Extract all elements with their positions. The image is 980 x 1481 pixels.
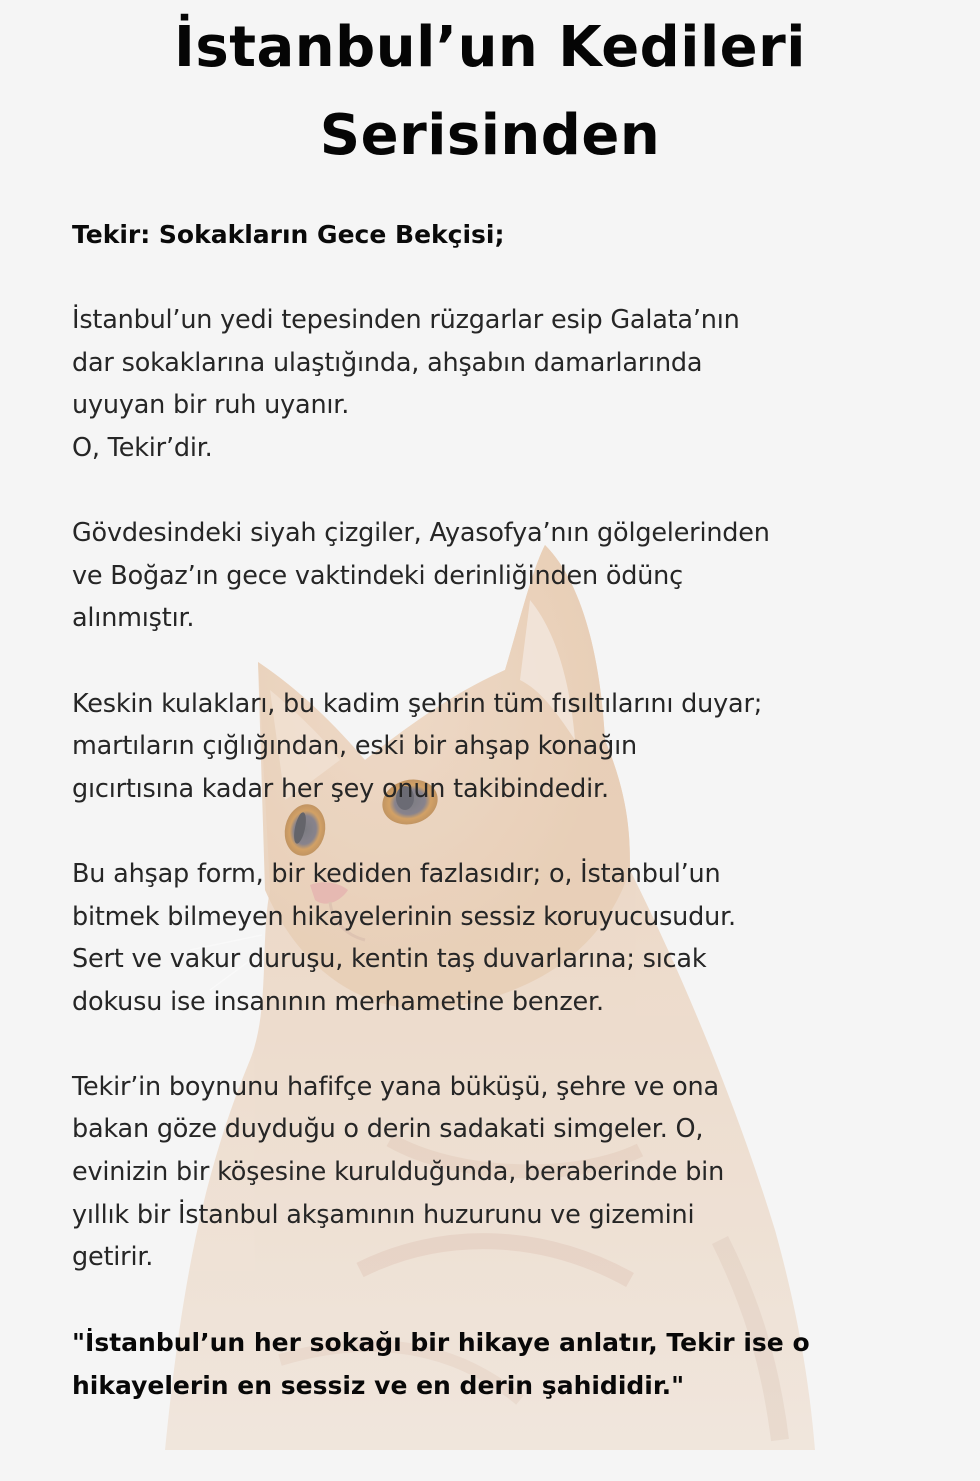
paragraph-3 <box>72 683 932 811</box>
paragraph-line: yıllık bir İstanbul akşamının huzurunu ve gizemini <box>72 1199 695 1230</box>
paragraph-line: martıların çığlığından, eski bir ahşap konağın <box>72 731 637 762</box>
paragraph-line: getirir. <box>72 1242 154 1273</box>
page-title-line-1: İstanbul’un Kedileri <box>174 15 806 80</box>
paragraph-line: Sert ve vakur duruşu, kentin taş duvarlarına; sıcak <box>72 944 707 975</box>
paragraph-line: Gövdesindeki siyah çizgiler, Ayasofya’nın gölgelerinden <box>72 518 770 549</box>
paragraph-line: dokusu ise insanının merhametine benzer. <box>72 986 604 1017</box>
quote-line: hikayelerin en sessiz ve en derin şahididir." <box>72 1371 685 1401</box>
paragraph-line: gıcırtısına kadar her şey onun takibindedir. <box>72 773 609 804</box>
paragraph-1 <box>72 299 932 469</box>
page-title-line-2: Serisinden <box>319 103 661 168</box>
paragraph-line: Tekir’in boynunu hafifçe yana büküşü, şehre ve ona <box>72 1071 719 1102</box>
closing-quote <box>72 1321 932 1407</box>
quote-line: "İstanbul’un her sokağı bir hikaye anlatır, Tekir ise o <box>72 1328 810 1358</box>
paragraph-line: bakan göze duyduğu o derin sadakati simgeler. O, <box>72 1114 704 1145</box>
paragraph-4 <box>72 853 932 1023</box>
paragraph-line: uyuyan bir ruh uyanır. <box>72 390 350 421</box>
paragraph-line: Bu ahşap form, bir kediden fazlasıdır; o, İstanbul’un <box>72 858 721 889</box>
paragraph-line: O, Tekir’dir. <box>72 432 213 463</box>
paragraph-line: bitmek bilmeyen hikayelerinin sessiz koruyucusudur. <box>72 901 736 932</box>
paragraph-line: Keskin kulakları, bu kadim şehrin tüm fısıltılarını duyar; <box>72 688 763 719</box>
paragraph-5 <box>72 1066 932 1279</box>
paragraph-line: İstanbul’un yedi tepesinden rüzgarlar esip Galata’nın <box>72 305 740 336</box>
page-title <box>0 4 980 180</box>
article-body <box>72 214 932 1407</box>
paragraph-line: ve Boğaz’ın gece vaktindeki derinliğinden ödünç <box>72 560 683 591</box>
article-subtitle: Tekir: Sokakların Gece Bekçisi; <box>72 220 505 249</box>
paragraph-2 <box>72 512 932 640</box>
paragraph-line: alınmıştır. <box>72 603 195 634</box>
paragraph-line: evinizin bir köşesine kurulduğunda, beraberinde bin <box>72 1157 725 1188</box>
paragraph-line: dar sokaklarına ulaştığında, ahşabın damarlarında <box>72 347 703 378</box>
